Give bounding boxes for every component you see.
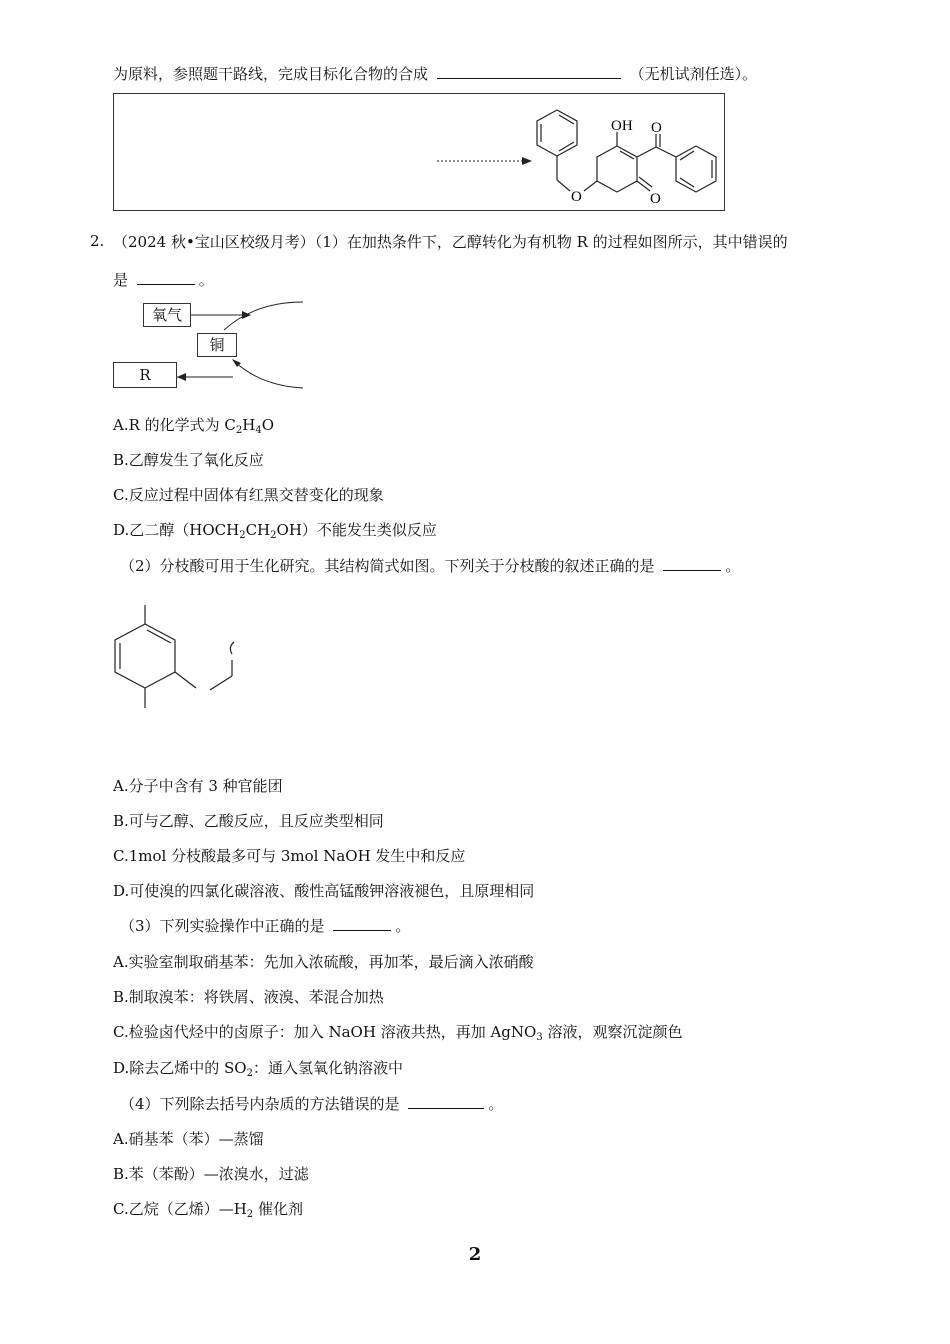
option-2b[interactable]: B.可与乙醇、乙酸反应，且反应类型相同 <box>113 812 384 830</box>
option-4a[interactable]: A.硝基苯（苯）—蒸馏 <box>113 1130 264 1148</box>
intro-text: 为原料，参照题干路线，完成目标化合物的合成 <box>113 65 429 83</box>
answer-blank-2[interactable] <box>663 556 721 571</box>
question-stem-continued <box>113 270 214 290</box>
benzene-ring-left <box>537 110 577 156</box>
oxygen-box: 氧气 <box>143 303 191 327</box>
option-2c[interactable]: C.1mol 分枝酸最多可与 3mol NaOH 发生中和反应 <box>113 847 466 865</box>
part3-stem: （3）下列实验操作中正确的是 。 <box>120 917 411 935</box>
answer-blank-1[interactable] <box>137 270 195 285</box>
reaction-cycle-diagram <box>0 290 320 400</box>
stem2-end: 。 <box>198 271 214 289</box>
ether-oxygen-label: O <box>571 189 582 205</box>
part4-stem: （4）下列除去括号内杂质的方法错误的是 。 <box>120 1095 504 1113</box>
option-4c[interactable]: C.乙烷（乙烯）$—H_2$ 催化剂 <box>113 1200 303 1220</box>
ring-ketone-o-label: O <box>650 191 661 207</box>
benzene-ring-right <box>676 146 716 192</box>
option-4b[interactable]: B.苯（苯酚）—浓溴水，过滤 <box>113 1165 309 1183</box>
option-1a[interactable]: A.R 的化学式为 $C_2H_4O$ <box>113 416 275 436</box>
option-3c[interactable]: C.检验卤代烃中的卤原子：加入 NaOH 溶液共热，再加 AgNO$_3$ 溶液，观察沉淀颜色 <box>113 1023 683 1043</box>
part2-stem: （2）分枝酸可用于生化研究。其结构简式如图。下列关于分枝酸的叙述正确的是 。 <box>120 557 741 575</box>
intro-suffix: （无机试剂任选）。 <box>629 65 758 83</box>
target-molecule-diagram <box>0 0 950 240</box>
question-number: 2. <box>90 232 105 250</box>
option-3a[interactable]: A.实验室制取硝基苯：先加入浓硫酸，再加苯，最后滴入浓硝酸 <box>113 953 534 971</box>
copper-box: 铜 <box>197 333 237 357</box>
oh-label: OH <box>611 118 633 134</box>
acyl-o-label: O <box>651 120 662 136</box>
option-2a[interactable]: A.分子中含有 3 种官能团 <box>113 777 283 795</box>
answer-blank-4[interactable] <box>408 1094 484 1109</box>
option-1d[interactable]: D.乙二醇$(HOCH_2CH_2OH)$不能发生类似反应 <box>113 521 437 541</box>
option-2d[interactable]: D.可使溴的四氯化碳溶液、酸性高锰酸钾溶液褪色，且原理相同 <box>113 882 535 900</box>
cyclohexenone-ring <box>597 146 637 192</box>
option-1b[interactable]: B.乙醇发生了氧化反应 <box>113 451 264 469</box>
chorismic-acid-structure <box>100 580 260 750</box>
arrow-head <box>522 157 532 165</box>
option-3d[interactable]: D.除去乙烯中的 $SO_2$：通入氢氧化钠溶液中 <box>113 1059 403 1079</box>
acid-ring <box>115 624 175 688</box>
option-3b[interactable]: B.制取溴苯：将铁屑、液溴、苯混合加热 <box>113 988 384 1006</box>
option-1c[interactable]: C.反应过程中固体有红黑交替变化的现象 <box>113 486 384 504</box>
r-box: R <box>113 362 177 388</box>
page-number: 2 <box>468 1244 482 1265</box>
question-stem: （2024 秋•宝山区校级月考）（1）在加热条件下，乙醇转化为有机物 R 的过程如图所示，其中错误的 <box>113 233 788 251</box>
answer-blank-3[interactable] <box>333 916 391 931</box>
stem2-text: 是 <box>113 271 129 289</box>
